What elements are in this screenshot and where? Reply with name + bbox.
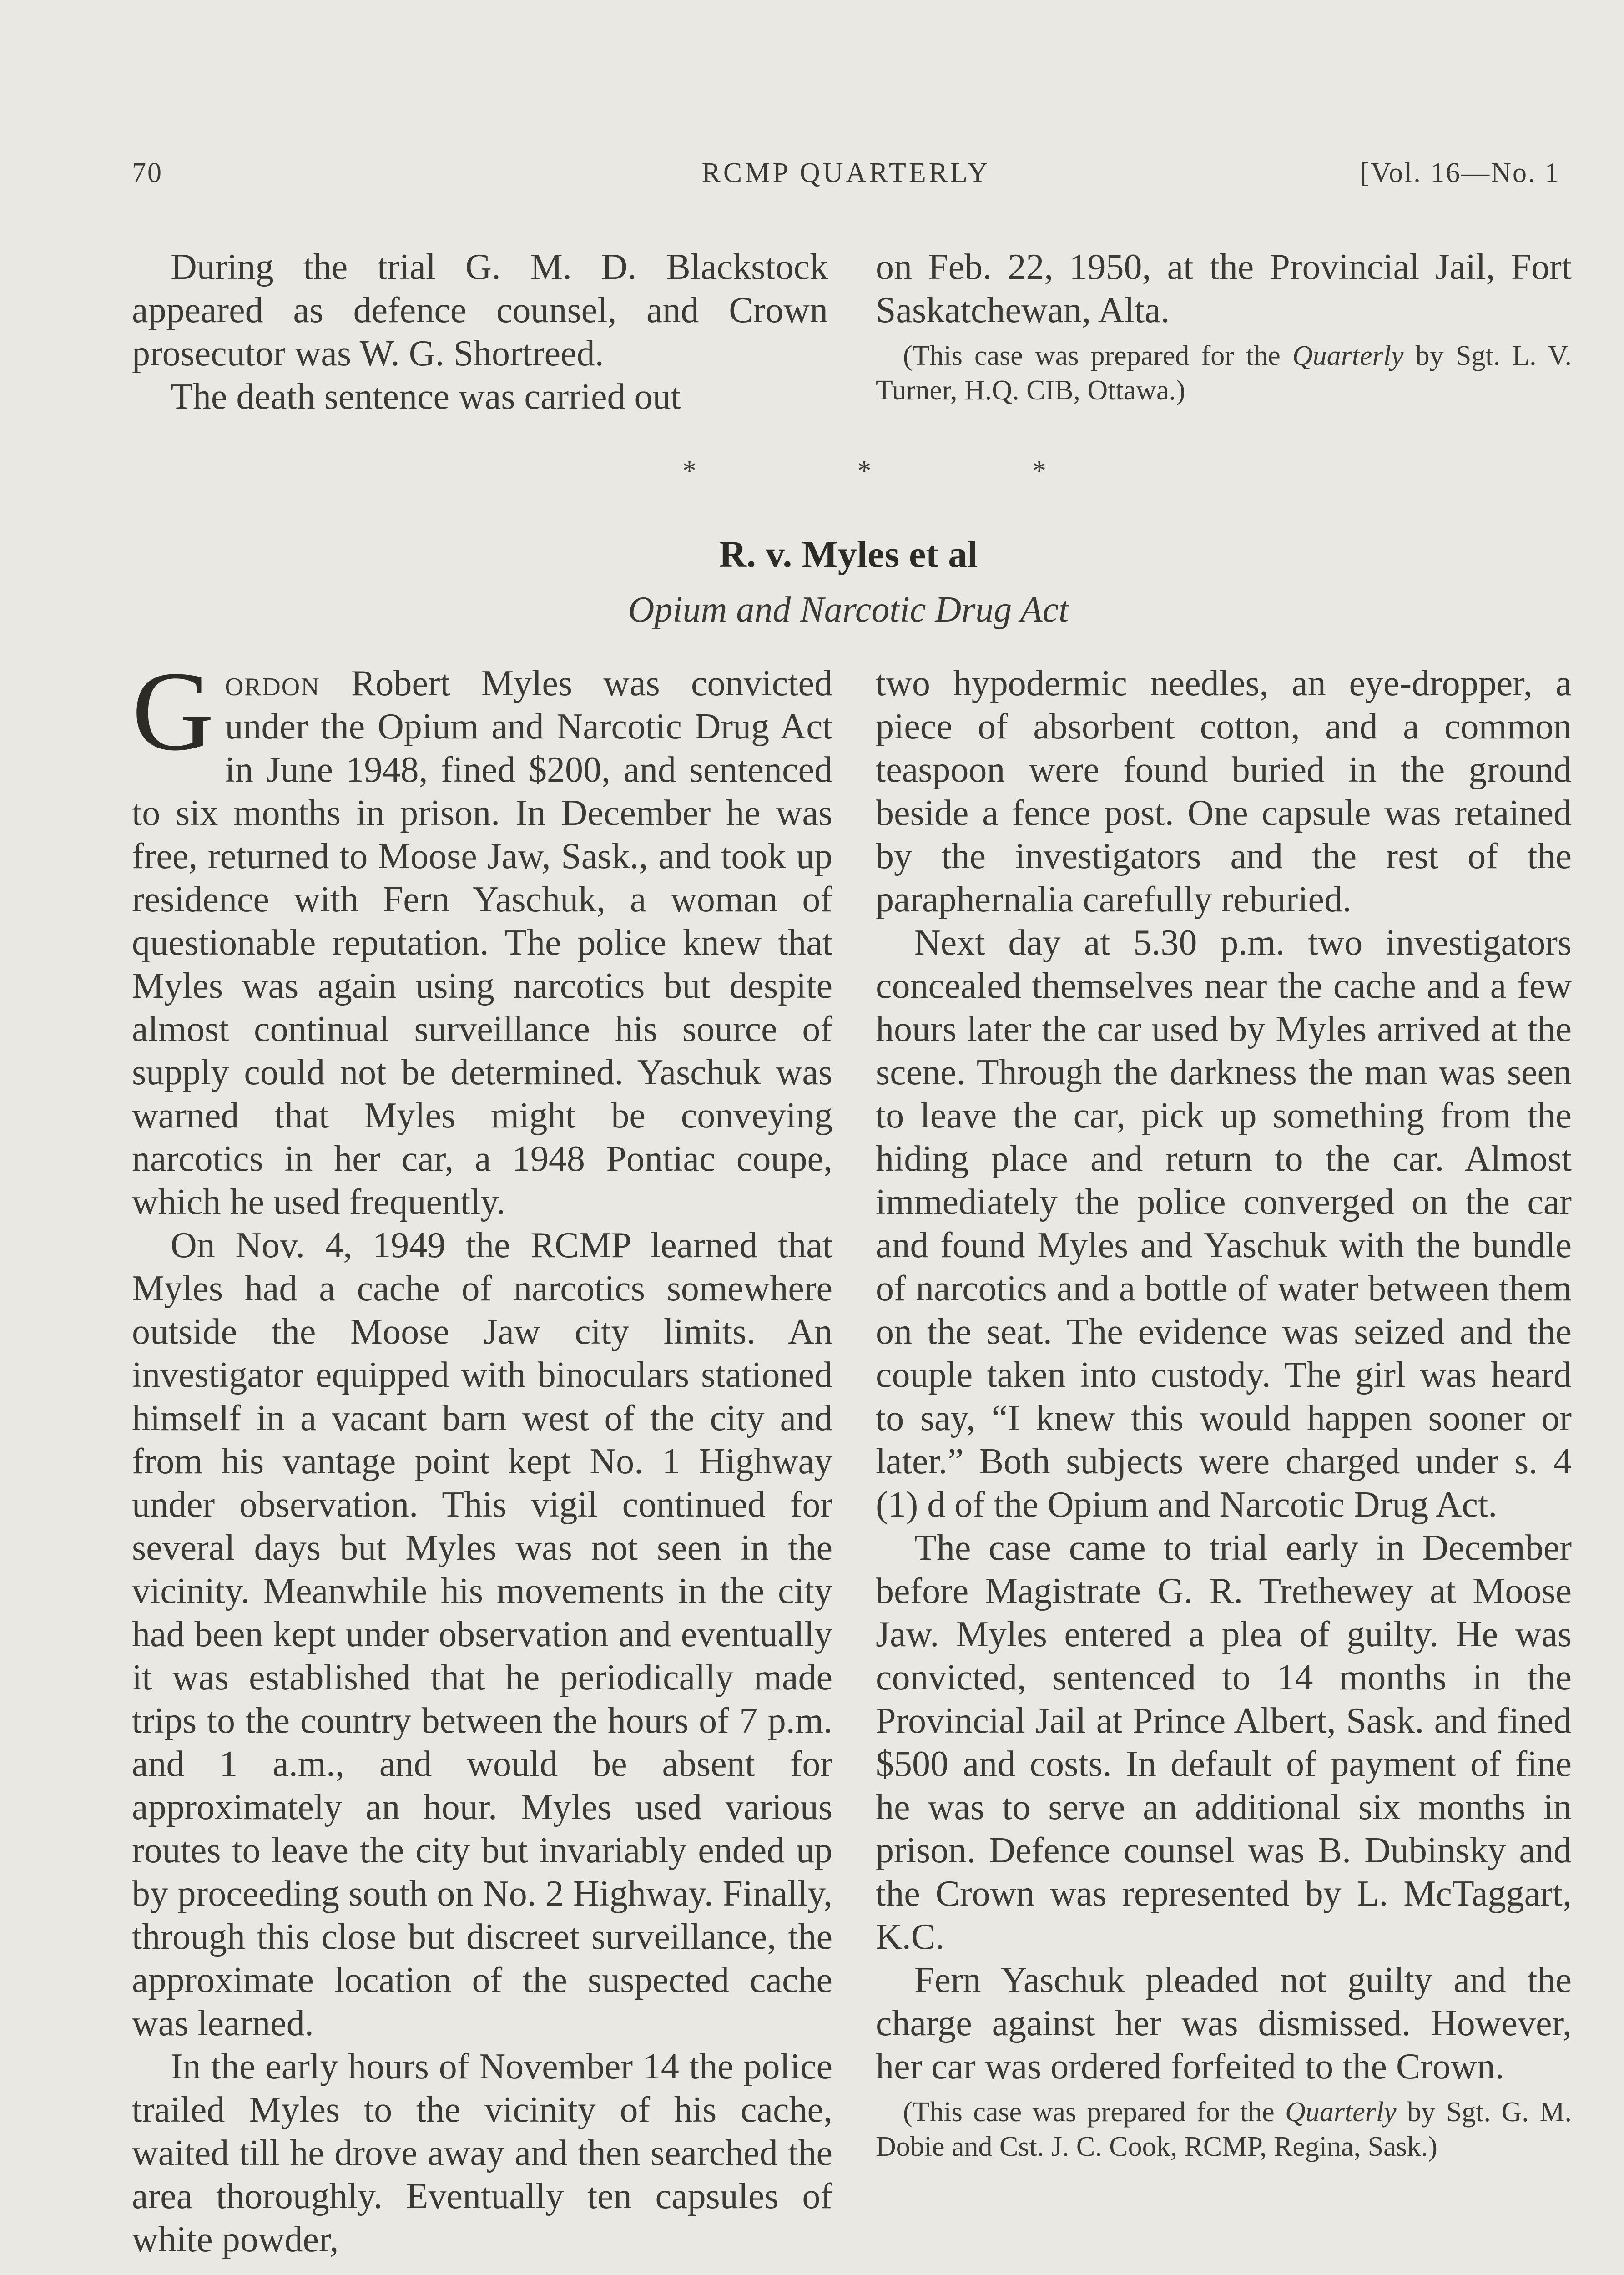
attribution-note: (This case was prepared for the Quarterly by Sgt. L. V. Turner, H.Q. CIB, Ottawa.) bbox=[876, 340, 1572, 406]
top-right-column bbox=[876, 246, 1572, 408]
attribution-note: (This case was prepared for the Quarterly by Sgt. G. M. Dobie and Cst. J. C. Cook, RCMP, Regina, Sask.) bbox=[876, 2097, 1572, 2162]
paragraph: two hypodermic needles, an eye-dropper, a piece of absorbent cotton, and a common teaspoon were found buried in the ground beside a fence post. One capsule was retained by the investigators and the rest of the paraphernalia carefully reburied. bbox=[876, 663, 1572, 920]
top-left-column bbox=[132, 246, 828, 419]
article-subtitle: Opium and Narcotic Drug Act bbox=[628, 590, 1069, 630]
separator-star: * bbox=[682, 455, 696, 486]
drop-cap: G bbox=[132, 648, 214, 774]
left-column bbox=[132, 648, 832, 2261]
journal-title: RCMP QUARTERLY bbox=[701, 157, 991, 188]
paragraph: The case came to trial early in December before Magistrate G. R. Trethewey at Moose Jaw. Myles entered a plea of guilty. He was convicted, sentenced to 14 months in the Provincial Jail at Prince Albert, Sask. and fined $500 and costs. In default of payment of fine he was to serve an additional six months in prison. Defence counsel was B. Dubinsky and the Crown was represented by L. McTaggart, K.C. bbox=[876, 1528, 1572, 1957]
paragraph: Fern Yaschuk pleaded not guilty and the charge against her was dismissed. However, her car was ordered forfeited to the Crown. bbox=[876, 1960, 1572, 2087]
volume-info: [Vol. 16—No. 1 bbox=[1360, 157, 1560, 188]
separator-star: * bbox=[857, 455, 872, 486]
paragraph: Next day at 5.30 p.m. two investigators concealed themselves near the cache and a few hours later the car used by Myles arrived at the scene. Through the darkness the man was seen to leave the car, pick up something from the hiding place and return to the car. Almost immediately the police converged on the car and found Myles and Yaschuk with the bundle of narcotics and a bottle of water between them on the seat. The evidence was seized and the couple taken into custody. The girl was heard to say, “I knew this would happen sooner or later.” Both subjects were charged under s. 4 (1) d of the Opium and Narcotic Drug Act. bbox=[876, 923, 1572, 1525]
separator-star: * bbox=[1032, 455, 1046, 486]
paragraph: Gordon Robert Myles was convicted under the Opium and Narcotic Drug Act in June 1948, fined $200, and sentenced to six months in prison. In December he was free, returned to Moose Jaw, Sask., and took up residence with Fern Yaschuk, a woman of questionable reputation. The police knew that Myles was again using narcotics but despite almost continual surveillance his source of supply could not be determined. Yaschuk was warned that Myles might be conveying narcotics in her car, a 1948 Pontiac coupe, which he used frequently. bbox=[132, 648, 832, 1222]
paragraph: On Nov. 4, 1949 the RCMP learned that Myles had a cache of narcotics somewhere outside the Moose Jaw city limits. An investigator equipped with binoculars stationed himself in a vacant barn west of the city and from his vantage point kept No. 1 Highway under observation. This vigil continued for several days but Myles was not seen in the vicinity. Meanwhile his movements in the city had been kept under observation and eventually it was established that he periodically made trips to the country between the hours of 7 p.m. and 1 a.m., and would be absent for approximately an hour. Myles used various routes to leave the city but invariably ended up by proceeding south on No. 2 Highway. Finally, through this close but discreet surveillance, the approximate location of the suspected cache was learned. bbox=[132, 1225, 832, 2043]
section-separator bbox=[682, 455, 1046, 487]
paragraph: The death sentence was carried out bbox=[171, 377, 681, 417]
paragraph: on Feb. 22, 1950, at the Provincial Jail, Fort Saskatchewan, Alta. bbox=[876, 247, 1572, 330]
article-title: R. v. Myles et al bbox=[719, 533, 978, 576]
paragraph: During the trial G. M. D. Blackstock appeared as defence counsel, and Crown prosecutor was W. G. Shortreed. bbox=[132, 247, 828, 374]
page-header bbox=[132, 157, 1560, 198]
page-number: 70 bbox=[132, 157, 163, 188]
right-column bbox=[876, 662, 1572, 2164]
paragraph: In the early hours of November 14 the police trailed Myles to the vicinity of his cache, waited till he drove away and then searched the area thoroughly. Eventually ten capsules of white powder, bbox=[132, 2047, 832, 2260]
